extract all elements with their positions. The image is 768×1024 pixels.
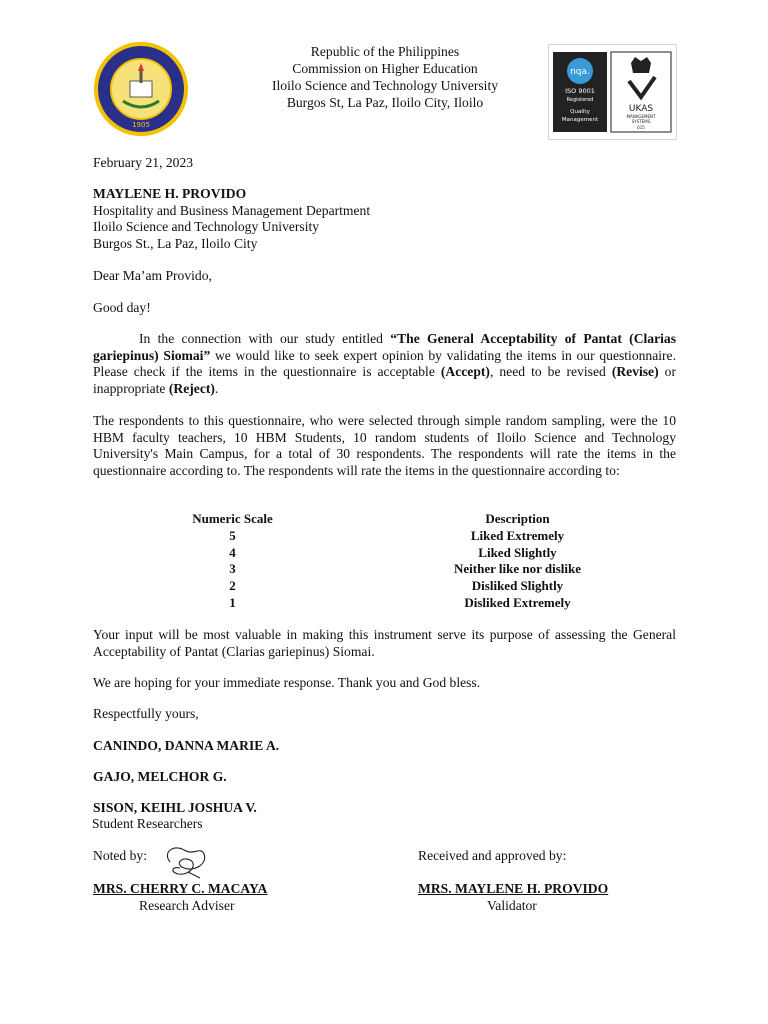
researcher-name: CANINDO, DANNA MARIE A. <box>93 738 280 753</box>
letterhead-line: Republic of the Philippines <box>310 44 460 59</box>
svg-text:1905: 1905 <box>132 121 150 129</box>
recipient-name: MAYLENE H. PROVIDO <box>93 186 247 201</box>
svg-text:Quality: Quality <box>570 109 590 115</box>
study-title: “The General Acceptability of Pantat (Clarias gariepinus) Siomai” <box>93 331 676 363</box>
handwritten-signature <box>160 842 210 884</box>
researcher-name: SISON, KEIHL JOSHUA V. <box>93 800 257 815</box>
scale-value: 3 <box>229 561 236 577</box>
scale-description: Neither like nor dislike <box>454 561 581 577</box>
scale-value: 1 <box>229 594 236 610</box>
scale-value: 5 <box>229 527 236 543</box>
closing: Respectfully yours, <box>93 706 199 721</box>
table-header-row <box>150 511 620 528</box>
letterhead-line: Iloilo Science and Technology University <box>271 78 499 93</box>
noted-by-label: Noted by: <box>93 848 147 863</box>
svg-text:UKAS: UKAS <box>628 104 654 114</box>
table-header: Description <box>485 511 550 526</box>
iso-certification-badge <box>548 44 677 140</box>
researchers-role: Student Researchers <box>92 816 203 831</box>
received-by-label: Received and approved by: <box>418 848 567 863</box>
table-row <box>150 545 620 562</box>
table-row <box>150 595 620 612</box>
adviser-name: MRS. CHERRY C. MACAYA <box>93 881 268 896</box>
scale-description: Disliked Slightly <box>471 578 564 594</box>
paragraph-input: Your input will be most valuable in making this instrument serve its purpose of assessing the General Acceptability of Pantat (Clarias gariepinus) Siomai. <box>93 627 676 659</box>
salutation: Dear Ma’am Provido, <box>93 268 212 283</box>
letter-date: February 21, 2023 <box>93 155 194 170</box>
scale-description: Liked Slightly <box>478 544 557 560</box>
scale-value: 4 <box>229 544 236 560</box>
university-seal-logo <box>93 41 189 137</box>
letterhead-line: Commission on Higher Education <box>292 61 478 76</box>
letterhead <box>220 43 550 111</box>
svg-text:015: 015 <box>637 125 645 130</box>
svg-text:MANAGEMENT: MANAGEMENT <box>626 114 656 119</box>
rating-scale-table <box>150 511 620 612</box>
paragraph-closing-remark: We are hoping for your immediate response. Thank you and God bless. <box>93 675 481 690</box>
adviser-role: Research Adviser <box>139 898 235 913</box>
recipient-address: Burgos St., La Paz, Iloilo City <box>93 235 258 251</box>
svg-text:Registered: Registered <box>566 97 594 103</box>
paragraph-intro: In the connection with our study entitled “The General Acceptability of Pantat (Clarias gariepinus) Siomai” we would like to seek expert opinion by validating the items in our questionnaire. Please check if the items in the questionnaire is acceptable (Accept), need to be revised (Revise) or inappropriate (Reject). <box>93 331 676 396</box>
greeting: Good day! <box>93 300 151 315</box>
validator-role: Validator <box>487 898 537 913</box>
paragraph-respondents: The respondents to this questionnaire, who were selected through simple random sampling, were the 10 HBM faculty teachers, 10 HBM Students, 10 random students of Iloilo Science and Technology University's Main Campus, for a total of 30 respondents. The respondents will rate the items in the questionnaire according to. The respondents will rate the items in the questionnaire according to: <box>93 413 676 478</box>
svg-text:SYSTEMS: SYSTEMS <box>631 119 651 124</box>
scale-value: 2 <box>229 578 236 594</box>
scale-description: Disliked Extremely <box>464 594 571 610</box>
validator-name: MRS. MAYLENE H. PROVIDO <box>418 881 609 896</box>
svg-text:ISO 9001: ISO 9001 <box>565 87 595 95</box>
svg-text:Management: Management <box>561 117 599 123</box>
letterhead-line: Burgos St, La Paz, Iloilo City, Iloilo <box>286 95 484 110</box>
table-header: Numeric Scale <box>192 511 273 526</box>
recipient-block <box>93 186 370 252</box>
table-row <box>150 561 620 578</box>
recipient-dept: Hospitality and Business Management Department <box>93 202 371 218</box>
table-row <box>150 578 620 595</box>
recipient-univ: Iloilo Science and Technology University <box>93 219 320 235</box>
table-row <box>150 528 620 545</box>
svg-text:nqa.: nqa. <box>570 67 590 77</box>
scale-description: Liked Extremely <box>470 527 565 543</box>
researcher-name: GAJO, MELCHOR G. <box>93 769 227 784</box>
